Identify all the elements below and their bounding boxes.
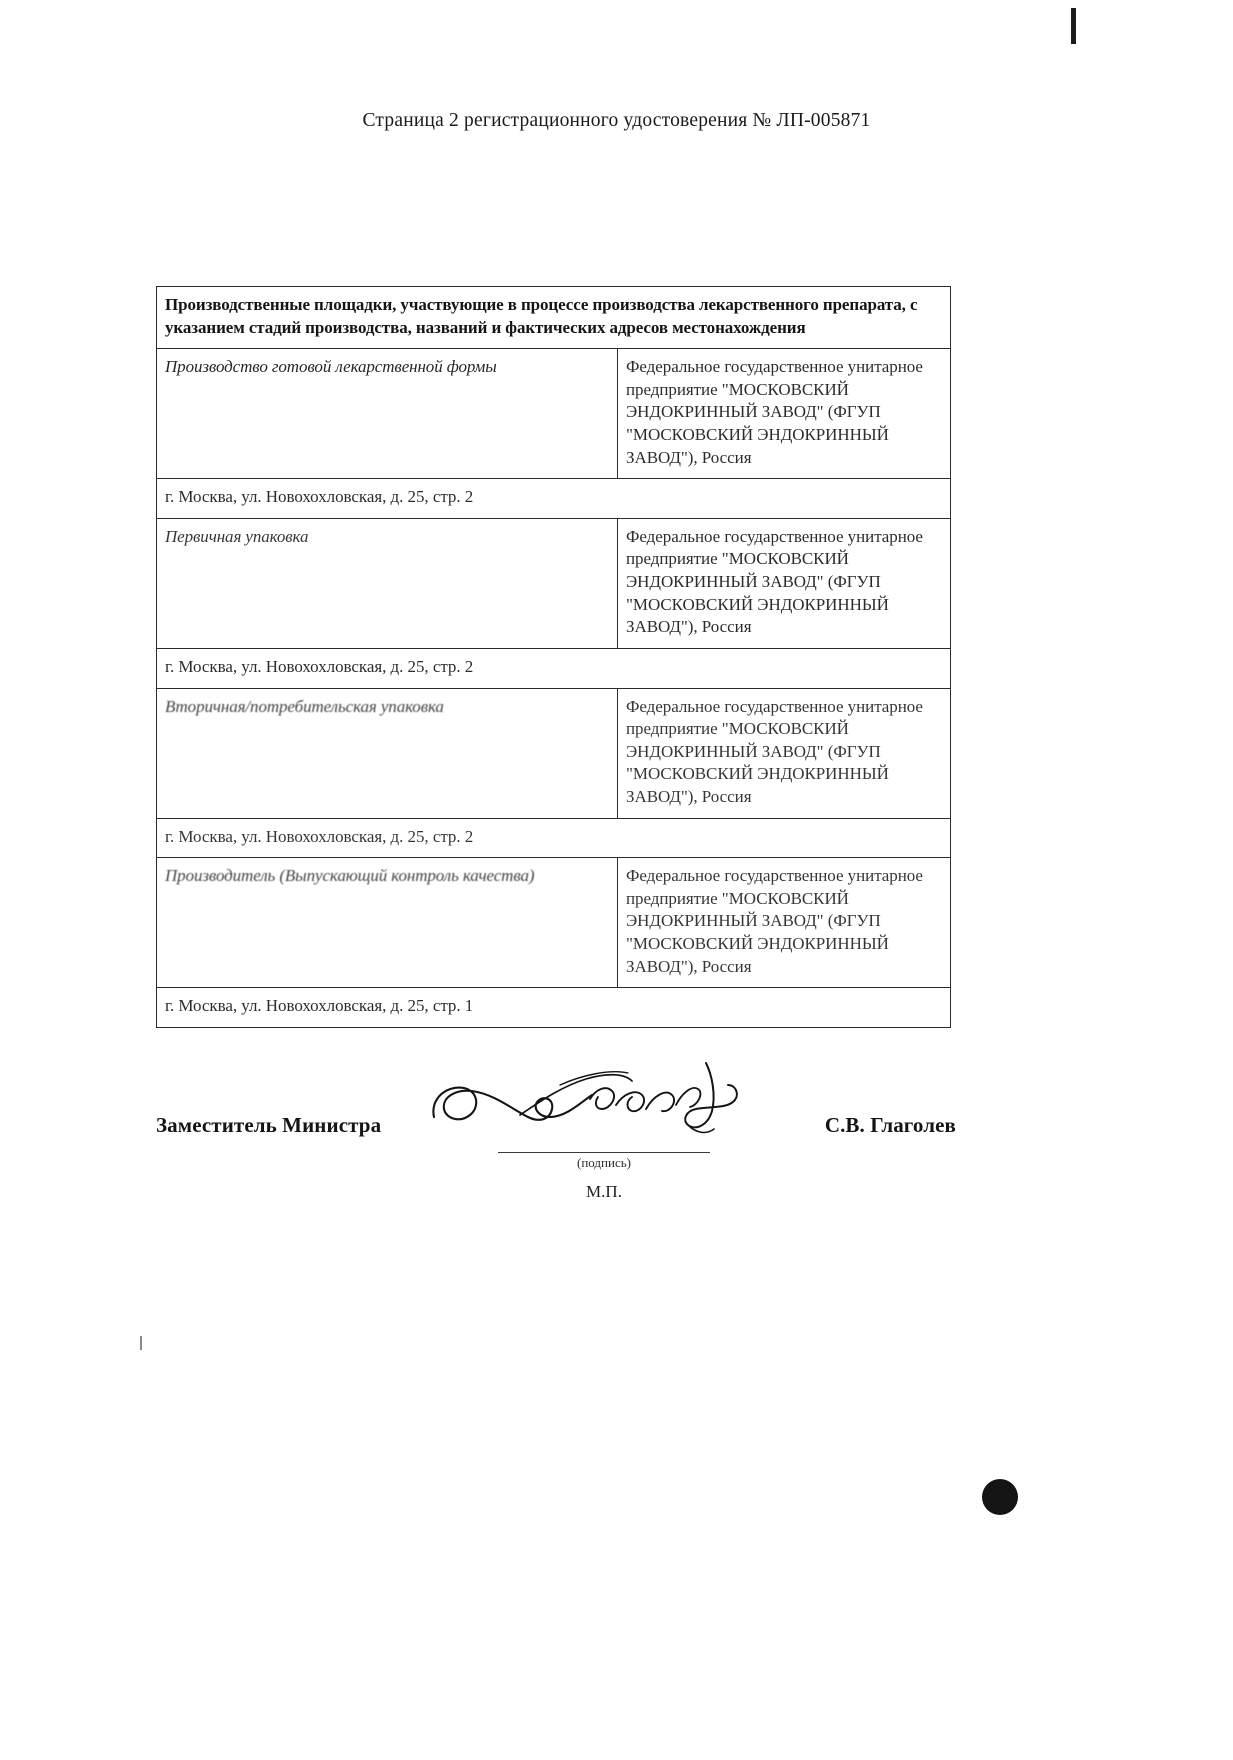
stage-cell: Производство готовой лекарственной формы (157, 349, 618, 479)
manufacturing-sites-table (156, 286, 951, 1028)
stage-cell: Производитель (Выпускающий контроль качества) (157, 858, 618, 988)
stage-cell: Вторичная/потребительская упаковка (157, 688, 618, 818)
stamp-place-label: М.П. (586, 1182, 622, 1201)
stage-cell: Первичная упаковка (157, 518, 618, 648)
table-row (157, 688, 951, 818)
signature-row (156, 1113, 956, 1153)
signatory-title: Заместитель Министра (156, 1113, 382, 1137)
organization-cell: Федеральное государственное унитарное предприятие "МОСКОВСКИЙ ЭНДОКРИННЫЙ ЗАВОД" (ФГУП "МОСКОВСКИЙ ЭНДОКРИННЫЙ ЗАВОД"), Россия (618, 349, 951, 479)
address-cell: г. Москва, ул. Новохохловская, д. 25, стр. 1 (157, 988, 951, 1028)
table-header-row (157, 287, 951, 349)
table-header-cell: Производственные площадки, участвующие в процессе производства лекарственного препарата, с указанием стадий производства, названий и фактических адресов местонахождения (157, 287, 951, 349)
scan-artifact-bar-icon (1071, 8, 1076, 44)
organization-cell: Федеральное государственное унитарное предприятие "МОСКОВСКИЙ ЭНДОКРИННЫЙ ЗАВОД" (ФГУП "МОСКОВСКИЙ ЭНДОКРИННЫЙ ЗАВОД"), Россия (618, 518, 951, 648)
signatory-name: С.В. Глаголев (824, 1113, 956, 1137)
table-row-address (157, 479, 951, 519)
table-row-address (157, 648, 951, 688)
organization-cell: Федеральное государственное унитарное предприятие "МОСКОВСКИЙ ЭНДОКРИННЫЙ ЗАВОД" (ФГУП "МОСКОВСКИЙ ЭНДОКРИННЫЙ ЗАВОД"), Россия (618, 858, 951, 988)
address-cell: г. Москва, ул. Новохохловская, д. 25, стр. 2 (157, 818, 951, 858)
signature-caption: (подпись) (577, 1155, 631, 1170)
scan-artifact-dot-icon (982, 1479, 1018, 1515)
table-row (157, 518, 951, 648)
address-cell: г. Москва, ул. Новохохловская, д. 25, стр. 2 (157, 479, 951, 519)
table-row-address (157, 988, 951, 1028)
address-cell: г. Москва, ул. Новохохловская, д. 25, стр. 2 (157, 648, 951, 688)
page-header-line: Страница 2 регистрационного удостоверения № ЛП-005871 (362, 110, 871, 131)
scan-artifact-tick-icon (140, 1336, 142, 1350)
organization-cell: Федеральное государственное унитарное предприятие "МОСКОВСКИЙ ЭНДОКРИННЫЙ ЗАВОД" (ФГУП "МОСКОВСКИЙ ЭНДОКРИННЫЙ ЗАВОД"), Россия (618, 688, 951, 818)
table-row (157, 349, 951, 479)
table-row-address (157, 818, 951, 858)
signature-line (498, 1152, 710, 1153)
table-row (157, 858, 951, 988)
